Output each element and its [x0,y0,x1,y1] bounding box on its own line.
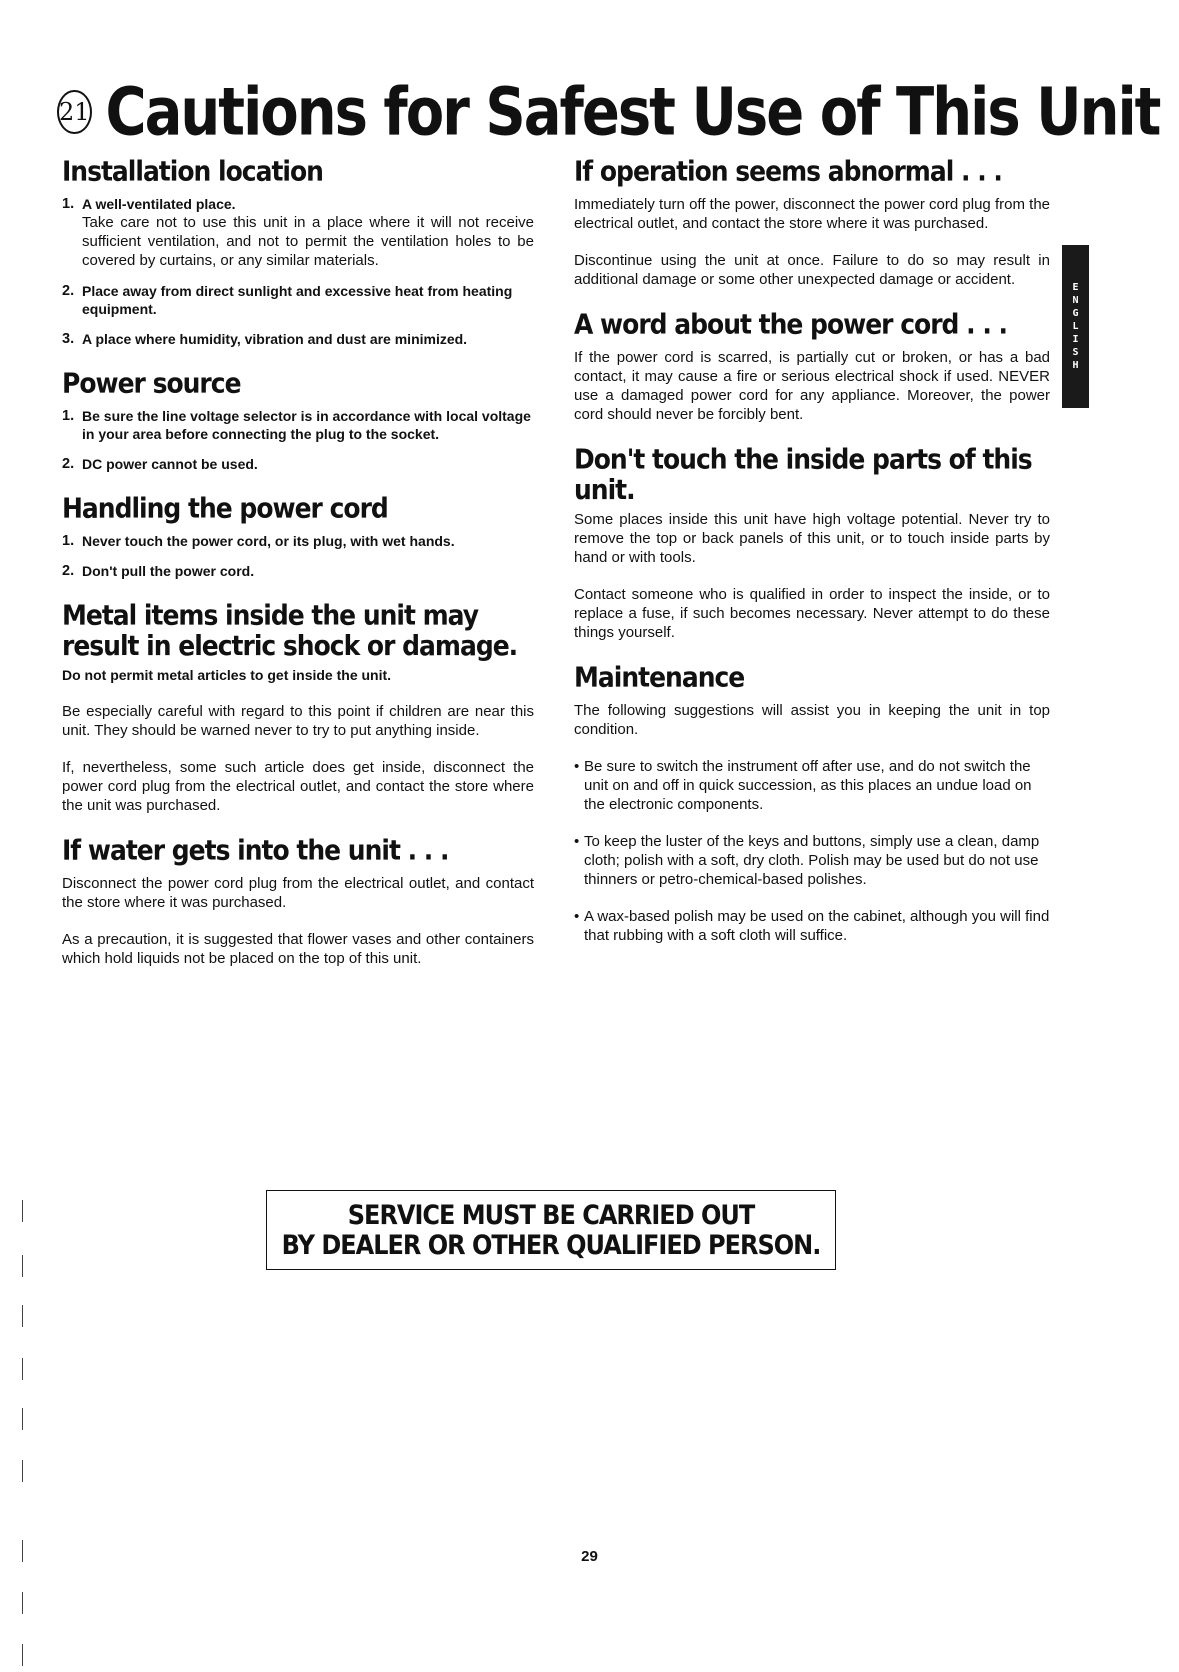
paragraph: Some places inside this unit have high voltage potential. Never try to remove the top or back panels of this unit, or to touch inside parts by hand or with tools. [574,511,1050,566]
right-column [574,156,1050,965]
margin-mark [22,1305,23,1327]
language-tab-letter: S [1072,347,1079,358]
margin-mark [22,1592,23,1614]
metal-items-section [62,600,534,815]
list-item [62,532,534,550]
section-heading: Metal items inside the unit may result in electric shock or damage. [62,598,518,662]
paragraph: Contact someone who is qualified in order to inspect the inside, or to replace a fuse, if such becomes necessary. Never attempt to do these things yourself. [574,586,1050,641]
item-lead: A well-ventilated place. [82,196,236,212]
margin-mark [22,1255,23,1277]
list-item [62,282,534,318]
service-notice-line: SERVICE MUST BE CARRIED OUT [347,1199,755,1231]
item-number: 2. [62,456,75,472]
margin-mark [22,1644,23,1666]
paragraph: Disconnect the power cord plug from the electrical outlet, and contact the store where it was purchased. [62,875,534,911]
item-lead: DC power cannot be used. [82,456,258,472]
item-desc: Take care not to use this unit in a place where it will not receive sufficient ventilation, and not to permit the ventilation holes to be covered by curtains, or any similar materials. [82,214,534,269]
section-heading: If operation seems abnormal . . . [574,154,1002,188]
paragraph: The following suggestions will assist you in keeping the unit in top condition. [574,702,1050,738]
paragraph: Immediately turn off the power, disconnect the power cord plug from the electrical outlet, and contact the store where it was purchased. [574,196,1050,232]
section-heading: A word about the power cord . . . [574,307,1008,341]
section-heading: Installation location [62,154,323,188]
paragraph: If the power cord is scarred, is partially cut or broken, or has a bad contact, it may cause a fire or serious electrical shock if used. NEVER use a damaged power cord for any appliance. Moreover, the power cord should never be forcibly bent. [574,349,1050,423]
margin-mark [22,1408,23,1430]
bold-note: Do not permit metal articles to get inside the unit. [62,667,392,683]
item-number: 1. [62,408,75,424]
section-heading: Power source [62,366,241,400]
bullet-item [574,757,1050,814]
bullet-item [574,832,1050,889]
paragraph: If, nevertheless, some such article does get inside, disconnect the power cord plug from the electrical outlet, and contact the store where the unit was purchased. [62,759,534,814]
section-heading: Maintenance [574,660,745,694]
bullet-icon: • [574,758,580,775]
bullet-text: Be sure to switch the instrument off after use, and do not switch the unit on and off in quick succession, as this places an undue load on the electronic components. [584,758,1032,813]
margin-mark [22,1358,23,1380]
section-number-badge [57,90,92,134]
installation-section [62,156,534,348]
list-item [62,195,534,270]
handling-section [62,493,534,580]
language-tab-letter: L [1072,321,1079,332]
item-number: 3. [62,331,75,347]
item-lead: Be sure the line voltage selector is in accordance with local voltage in your area before connecting the plug to the socket. [82,408,531,442]
power-source-section [62,368,534,473]
language-tab-letter: I [1072,334,1079,345]
item-number: 2. [62,563,75,579]
item-number: 2. [62,283,75,299]
section-heading: If water gets into the unit . . . [62,833,449,867]
paragraph: Be especially careful with regard to this point if children are near this unit. They should be warned never to try to put anything inside. [62,703,534,739]
list-item [62,330,534,348]
page-number: 29 [581,1548,598,1565]
abnormal-section [574,156,1050,289]
page-title-text: Cautions for Safest Use of This Unit [105,73,1160,151]
inside-parts-section [574,444,1050,642]
left-column [62,156,534,988]
list-item [62,562,534,580]
language-tab-letter: G [1072,308,1079,319]
maintenance-section [574,662,1050,945]
language-tab-letter: E [1072,282,1079,293]
service-notice-box [266,1190,836,1270]
section-number: 21 [59,98,90,126]
water-section [62,835,534,968]
section-heading: Don't touch the inside parts of this unit. [574,442,1032,506]
item-number: 1. [62,196,75,212]
margin-mark [22,1200,23,1222]
item-lead: Never touch the power cord, or its plug, with wet hands. [82,533,455,549]
language-tab-letter: N [1072,295,1079,306]
item-lead: Don't pull the power cord. [82,563,255,579]
item-lead: A place where humidity, vibration and dust are minimized. [82,331,468,347]
bullet-icon: • [574,833,580,850]
item-lead: Place away from direct sunlight and excessive heat from heating equipment. [82,283,513,317]
language-tab-letter: H [1072,360,1079,371]
paragraph: As a precaution, it is suggested that flower vases and other containers which hold liquids not be placed on the top of this unit. [62,931,534,967]
power-cord-section [574,309,1050,424]
margin-mark [22,1460,23,1482]
paragraph: Discontinue using the unit at once. Failure to do so may result in additional damage or some other unexpected damage or accident. [574,252,1050,288]
page-title [57,72,1160,152]
list-item [62,407,534,443]
bullet-text: To keep the luster of the keys and buttons, simply use a clean, damp cloth; polish with a soft, dry cloth. Polish may be used but do not use thinners or petro-chemical-based polishes. [584,833,1040,888]
bullet-icon: • [574,908,580,925]
section-heading: Handling the power cord [62,491,388,525]
bullet-item [574,907,1050,945]
bullet-text: A wax-based polish may be used on the cabinet, although you will find that rubbing with a soft cloth will suffice. [584,908,1050,944]
service-notice-line: BY DEALER OR OTHER QUALIFIED PERSON. [281,1229,821,1261]
list-item [62,455,534,473]
language-tab [1062,245,1089,408]
item-number: 1. [62,533,75,549]
